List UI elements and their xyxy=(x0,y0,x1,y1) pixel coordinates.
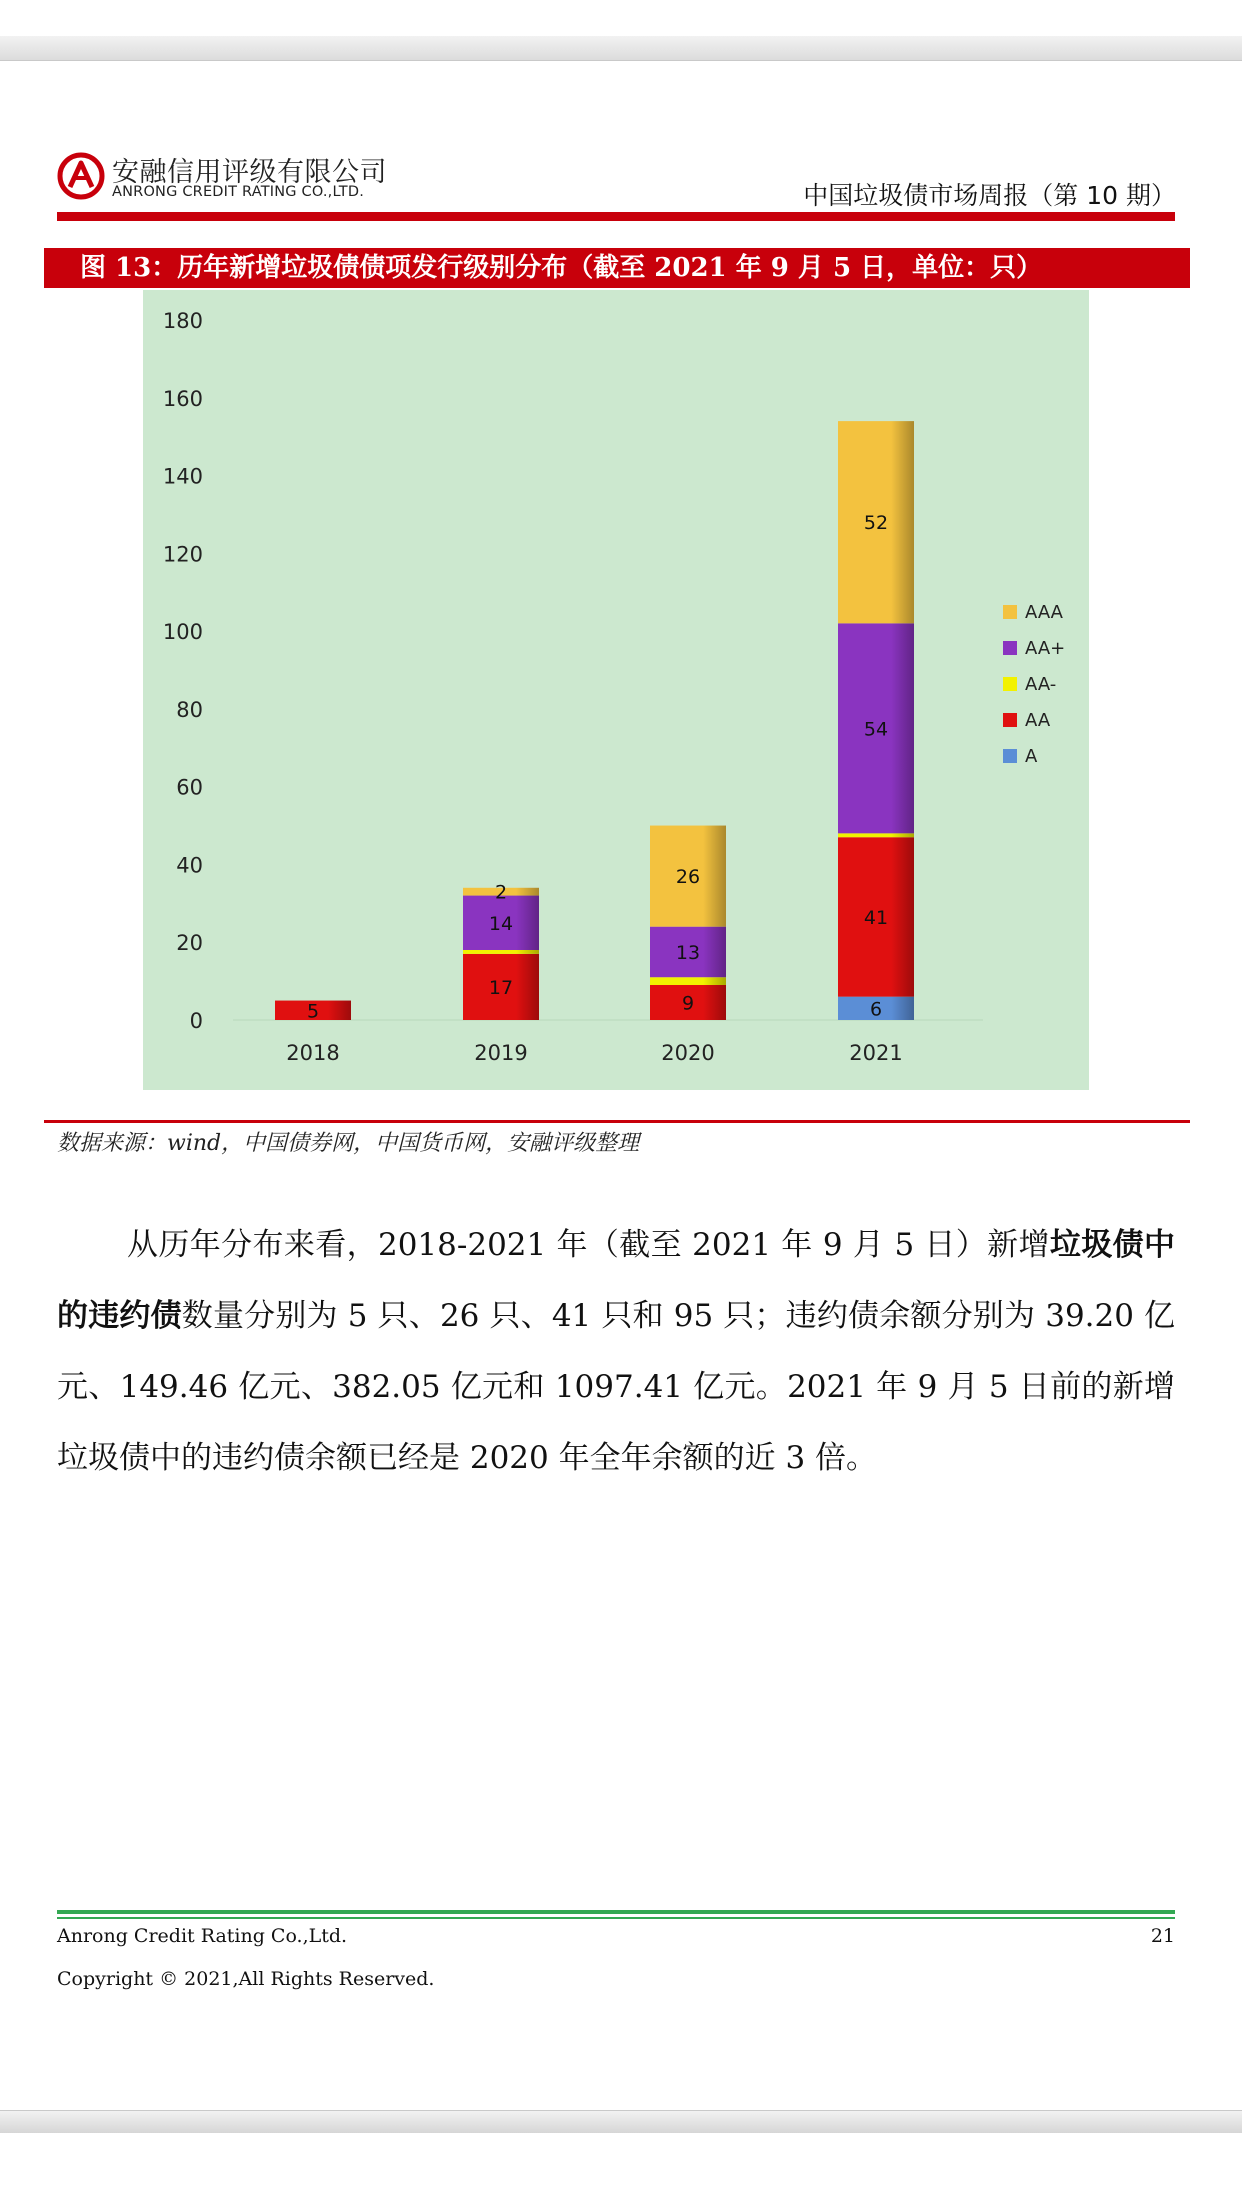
figure-caption: 图 13：历年新增垃圾债债项发行级别分布（截至 2021 年 9 月 5 日，单位：只） xyxy=(44,248,1190,288)
legend-label: AA- xyxy=(1025,674,1057,695)
company-name-cn: 安融信用评级有限公司 xyxy=(112,157,387,188)
legend-label: A xyxy=(1025,746,1038,767)
y-tick-label: 60 xyxy=(176,775,203,800)
legend-swatch xyxy=(1003,713,1017,727)
para-part-2: 数量分别为 5 只、26 只、41 只和 95 只；违约债余额分别为 39.20 亿元、149.46 亿元、382.05 亿元和 1097.41 亿元。2021 年 9 月 5 日前的新增垃圾债中的违约债余额已经是 2020 年全年余额的近 3 倍。 xyxy=(57,1298,1176,1476)
data-label: 6 xyxy=(869,998,883,1021)
x-tick-label: 2019 xyxy=(474,1041,528,1065)
legend-swatch xyxy=(1003,677,1017,691)
legend-swatch xyxy=(1003,749,1017,763)
y-tick-label: 140 xyxy=(162,464,203,489)
y-tick-label: 100 xyxy=(162,620,203,645)
bar-aaminus-2020 xyxy=(650,977,726,985)
para-bold: 垃圾债中的违约债 xyxy=(57,1227,1176,1334)
data-label: 13 xyxy=(675,941,701,964)
bar-aaminus-2021 xyxy=(838,833,914,837)
data-source-note: 数据来源：wind，中国债券网，中国货币网，安融评级整理 xyxy=(57,1131,640,1156)
y-tick-label: 40 xyxy=(176,853,203,878)
data-label: 54 xyxy=(863,718,889,741)
legend-label: AAA xyxy=(1025,602,1063,623)
y-tick-label: 120 xyxy=(162,542,203,567)
page-number: 21 xyxy=(1150,1925,1175,1947)
chart-bottom-rule xyxy=(44,1120,1190,1123)
bar-aaminus-2019 xyxy=(463,950,539,954)
y-tick-label: 20 xyxy=(176,931,203,956)
y-tick-label: 80 xyxy=(176,697,203,722)
legend-label: AA+ xyxy=(1025,638,1066,659)
data-label: 5 xyxy=(306,1000,320,1023)
top-toolbar-strip xyxy=(0,36,1242,61)
y-tick-label: 180 xyxy=(162,309,203,333)
x-tick-label: 2021 xyxy=(849,1041,903,1065)
para-part-1: 从历年分布来看，2018-2021 年（截至 2021 年 9 月 5 日）新增 xyxy=(127,1227,1050,1263)
report-title: 中国垃圾债市场周报（第 10 期） xyxy=(803,181,1176,210)
footer-divider-thin xyxy=(57,1917,1175,1919)
header-divider xyxy=(57,212,1175,221)
footer-company: Anrong Credit Rating Co.,Ltd. xyxy=(57,1925,348,1947)
company-name-en: ANRONG CREDIT RATING CO.,LTD. xyxy=(112,184,365,200)
y-tick-label: 160 xyxy=(162,386,203,411)
data-label: 9 xyxy=(681,992,695,1015)
data-label: 26 xyxy=(675,866,701,889)
data-label: 17 xyxy=(488,976,514,999)
legend-swatch xyxy=(1003,641,1017,655)
data-label: 14 xyxy=(488,912,514,935)
data-label: 52 xyxy=(863,512,889,535)
x-tick-label: 2020 xyxy=(661,1041,715,1065)
chart-canvas xyxy=(143,290,1089,1090)
footer-divider xyxy=(57,1910,1175,1914)
data-label: 2 xyxy=(494,881,508,904)
legend-swatch xyxy=(1003,605,1017,619)
footer-copyright: Copyright © 2021,All Rights Reserved. xyxy=(57,1968,435,1990)
legend-label: AA xyxy=(1025,710,1051,731)
bottom-toolbar-strip xyxy=(0,2110,1242,2133)
stacked-bar-chart xyxy=(143,290,1089,1090)
x-tick-label: 2018 xyxy=(286,1041,340,1065)
body-paragraph xyxy=(57,1210,1175,1494)
anrong-logo-icon xyxy=(57,152,105,200)
y-tick-label: 0 xyxy=(189,1009,203,1033)
data-label: 41 xyxy=(863,906,889,929)
